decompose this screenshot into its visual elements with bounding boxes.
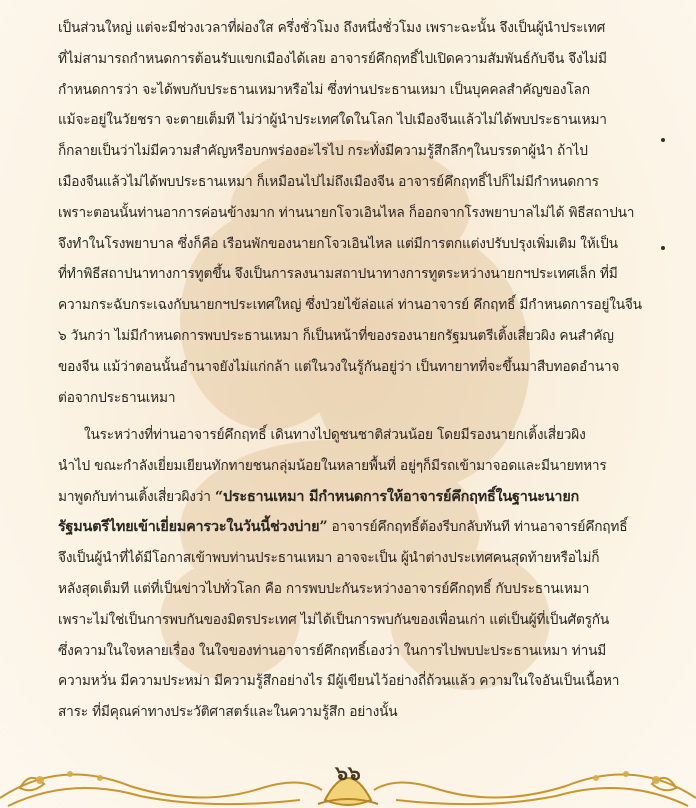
quote-bold: รัฐมนตรีไทยเข้าเยี่ยมคารวะในวันนี้ช่วงบ่าย” [58, 518, 328, 536]
text-line: ที่ไม่สามารถกำหนดการต้อนรับแขกเมืองได้เลย อาจารย์คึกฤทธิ์ไปเปิดความสัมพันธ์กับจีน จึงไม่มี [58, 50, 607, 67]
text-line: แม้จะอยู่ในวัยชรา จะตายเต็มที ไม่ว่าผู้นำประเทศใดในโลก ไปเมืองจีนแล้วไม่ได้พบประธานเหมา [58, 112, 607, 129]
text-normal: มาพูดกับท่านเติ้งเสี่ยวผิงว่า [58, 488, 215, 505]
text-normal: อาจารย์คึกฤทธิ์ต้องรีบกลับทันที ท่านอาจารย์คึกฤทธิ์ [327, 519, 628, 536]
text-line: จึงเป็นผู้นำที่ได้มีโอกาสเข้าพบท่านประธานเหมา อาจจะเป็น ผู้นำต่างประเทศคนสุดท้ายหรือไม่ก็ [58, 550, 600, 567]
text-line: ในระหว่างที่ท่านอาจารย์คึกฤทธิ์ เดินทางไปดูชนชาติส่วนน้อย โดยมีรองนายกเติ้งเสี่ยวผิง [84, 427, 586, 443]
text-line: ต่อจากประธานเหมา [58, 389, 176, 406]
text-line: ความกระฉับกระเฉงกับนายกฯประเทศใหญ่ ซึ่งป่วยไข้ล่อแล่ ท่านอาจารย์ คึกฤทธิ์ มีกำหนดการอยู่ในจีน [58, 297, 642, 314]
text-line: เพราะตอนนั้นท่านอาการค่อนข้างมาก ท่านนายกโจวเอินไหล ก็ออกจากโรงพยาบาลไม่ได้ พิธีสถาปนา [58, 204, 635, 221]
page-number: ๖๖ [335, 761, 361, 785]
text-line: เพราะไม่ใช่เป็นการพบกันของมิตรประเทศ ไม่ได้เป็นการพบกันของเพื่อนเก่า แต่เป็นผู้ที่เป็นศัตรูกัน [58, 611, 610, 628]
text-line: ที่ทำพิธีสถาปนาทางการทูตขึ้น จึงเป็นการลงนามสถาปนาทางการทูตระหว่างนายกฯประเทศเล็ก ที่มี [58, 266, 618, 283]
text-line: หลังสุดเต็มที แต่ที่เป็นข่าวไปทั่วโลก คือ การพบปะกันระหว่างอาจารย์คึกฤทธิ์ กับประธานเหมา [58, 580, 590, 597]
text-line [58, 482, 658, 513]
margin-dot [661, 246, 665, 250]
text-line: เป็นส่วนใหญ่ แต่จะมีช่วงเวลาที่ผ่องใส ครึ่งชั่วโมง ถึงหนึ่งชั่วโมง เพราะฉะนั้น จึงเป็นผู้นำประเทศ [58, 20, 606, 36]
text-line: จึงทำในโรงพยาบาล ซึ่งก็คือ เรือนพักของนายกโจวเอินไหล แต่มีการตกแต่งปรับปรุงเพิ่มเติม ให้เป็น [58, 235, 618, 252]
text-line: นำไป ขณะกำลังเยี่ยมเยียนทักทายชนกลุ่มน้อยในหลายพื้นที่ อยู่ๆก็มีรถเข้ามาจอดและมีนายทหาร [58, 457, 607, 474]
text-line: เมืองจีนแล้วไม่ได้พบประธานเหมา ก็เหมือนไปไม่ถึงเมืองจีน อาจารย์คึกฤทธิ์ไปก็ไม่มีกำหนดการ [58, 173, 599, 190]
text-line: สาระ ที่มีคุณค่าทางประวัติศาสตร์และในความรู้สึก อย่างนั้น [58, 704, 398, 721]
text-line: ความหวั่น มีความประหม่า มีความรู้สึกอย่างไร มีผู้เขียนไว้อย่างถี่ถ้วนแล้ว ความในใจอันเป็นเนื้อหา [58, 673, 620, 690]
margin-dot [661, 138, 665, 142]
text-line: ก็กลายเป็นว่าไม่มีความสำคัญหรือบกพร่องอะไรไป กระทั่งมีความรู้สึกลึกๆในบรรดาผู้นำ ถ้าไป [58, 143, 588, 160]
text-line: ซึ่งความในใจหลายเรื่อง ในใจของท่านอาจารย์คึกฤทธิ์เองว่า ในการไปพบปะประธานเหมา ท่านมี [58, 642, 607, 659]
paragraph-1 [58, 13, 658, 413]
text-line [58, 512, 658, 543]
text-line: ๖ วันกว่า ไม่มีกำหนดการพบประธานเหมา ก็เป็นหน้าที่ของรองนายกรัฐมนตรีเติ้งเสี่ยวผิง คนสำคัญ [58, 327, 614, 344]
paragraph-2 [58, 420, 658, 728]
text-line: ของจีน แม้ว่าตอนนั้นอำนาจยังไม่แก่กล้า แต่ในวงในรู้กันอยู่ว่า เป็นทายาทที่จะขึ้นมาสืบทอดอำนาจ [58, 358, 620, 375]
quote-bold: “ประธานเหมา มีกำหนดการให้อาจารย์คึกฤทธิ์ในฐานะนายก [214, 487, 580, 505]
text-line: กำหนดการว่า จะได้พบกับประธานเหมาหรือไม่ ซึ่งท่านประธานเหมา เป็นบุคคลสำคัญของโลก [58, 81, 590, 98]
